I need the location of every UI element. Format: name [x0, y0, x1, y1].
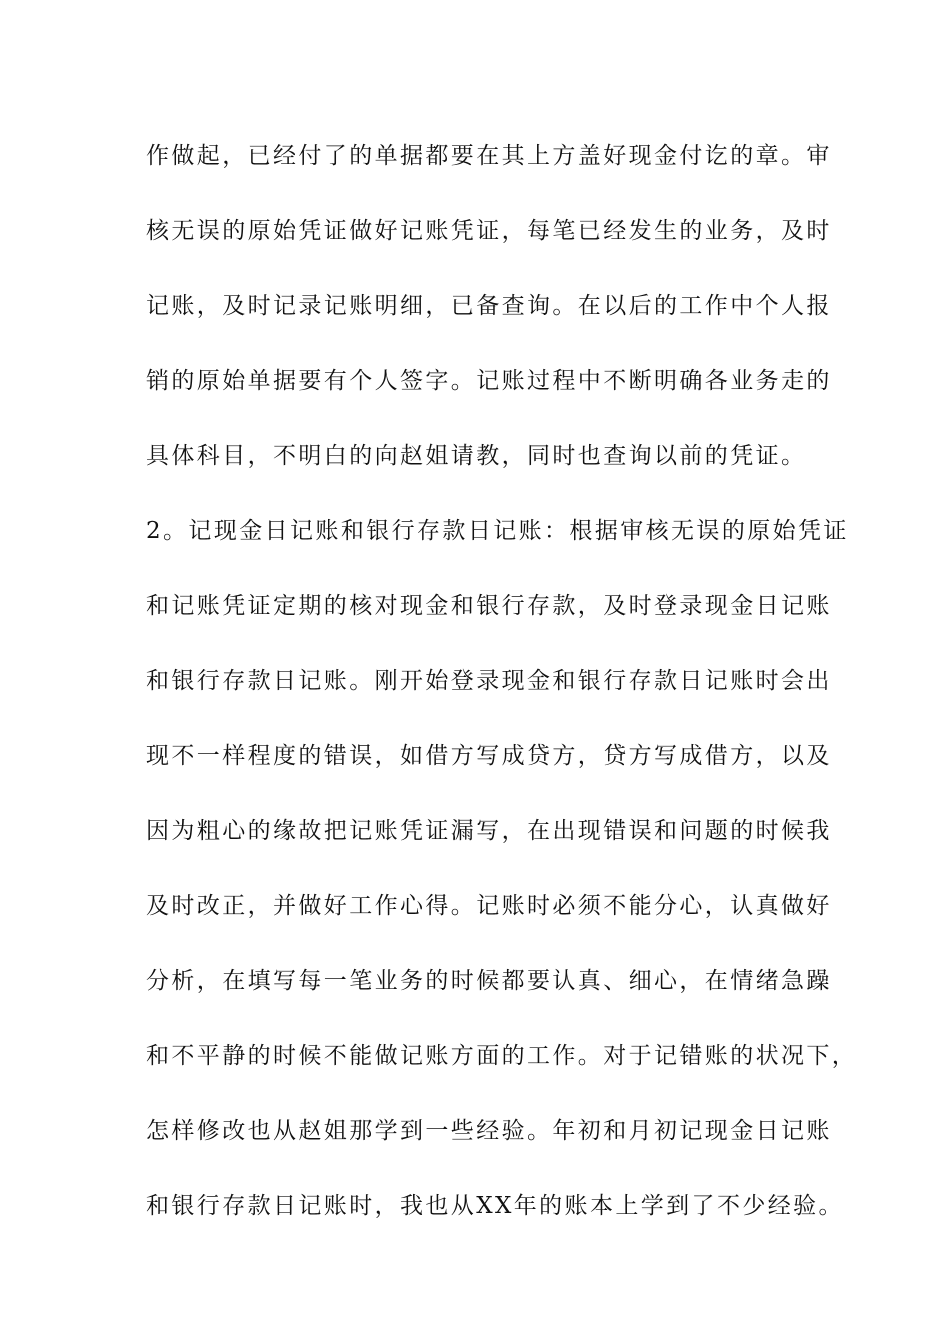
text-line-6: 2。记现金日记账和银行存款日记账：根据审核无误的原始凭证	[146, 518, 849, 544]
text-line-5: 具体科目，不明白的向赵姐请教，同时也查询以前的凭证。	[146, 443, 807, 469]
text-line-11: 及时改正，并做好工作心得。记账时必须不能分心，认真做好	[146, 893, 832, 919]
text-line-14: 怎样修改也从赵姐那学到一些经验。年初和月初记现金日记账	[146, 1118, 832, 1144]
text-line-1: 作做起，已经付了的单据都要在其上方盖好现金付讫的章。审	[146, 143, 832, 169]
text-line-8: 和银行存款日记账。刚开始登录现金和银行存款日记账时会出	[146, 668, 832, 694]
text-line-15: 和银行存款日记账时，我也从XX年的账本上学到了不少经验。	[146, 1193, 844, 1219]
text-line-9: 现不一样程度的错误，如借方写成贷方，贷方写成借方，以及	[146, 743, 832, 769]
text-line-7: 和记账凭证定期的核对现金和银行存款，及时登录现金日记账	[146, 593, 832, 619]
body-text	[146, 131, 858, 1256]
text-line-2: 核无误的原始凭证做好记账凭证，每笔已经发生的业务，及时	[146, 218, 832, 244]
text-line-10: 因为粗心的缘故把记账凭证漏写，在出现错误和问题的时候我	[146, 818, 832, 844]
text-line-13: 和不平静的时候不能做记账方面的工作。对于记错账的状况下，	[146, 1043, 858, 1069]
text-line-12: 分析，在填写每一笔业务的时候都要认真、细心，在情绪急躁	[146, 968, 832, 994]
text-line-3: 记账，及时记录记账明细，已备查询。在以后的工作中个人报	[146, 293, 832, 319]
text-line-4: 销的原始单据要有个人签字。记账过程中不断明确各业务走的	[146, 368, 832, 394]
